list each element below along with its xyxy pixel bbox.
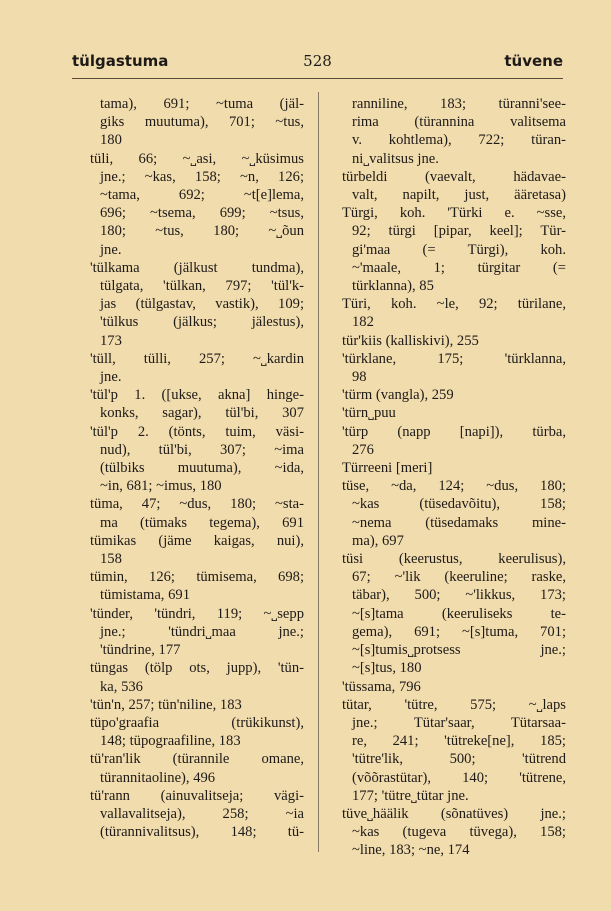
entry-line: 158 (100, 551, 122, 568)
entry-line: tüma, 47; ~dus, 180; ~sta- (90, 496, 304, 513)
entry-line: ~kas (tugeva tüvega), 158; (352, 824, 566, 841)
entry-line: rima (türannina valitsema (352, 114, 566, 131)
entry-line: 173 (100, 332, 122, 349)
entry-line: tüpo'graafia (trükikunst), (90, 714, 304, 731)
entry-line: tütar, 'tütre, 575; ~˽laps (342, 696, 566, 713)
left-column (90, 95, 304, 841)
entry-line: re, 241; 'tütreke[ne], 185; (352, 733, 566, 750)
entry-line: konks, sagar), tül'bi, 307 (100, 405, 304, 422)
header-rule (72, 78, 563, 79)
right-running-headword: tüvene (504, 52, 563, 70)
entry-line: türklanna), 85 (352, 278, 434, 295)
entry-line: 'türklane, 175; 'türklanna, (342, 350, 566, 367)
entry-line: tüse, ~da, 124; ~dus, 180; (342, 478, 566, 495)
entry-line: tama), 691; ~tuma (jäl- (100, 96, 304, 112)
entry-line: jne. (100, 369, 122, 386)
entry-line: 'tülkus (jälkus; jälestus), (100, 314, 304, 331)
entry-line: nud), tül'bi, 307; ~ima (100, 441, 304, 458)
entry-line: türannitaoline), 496 (100, 769, 216, 786)
right-column (342, 95, 566, 860)
entry-line: ~line, 183; ~ne, 174 (352, 842, 470, 859)
entry-line: tüli, 66; ~˽asi, ~˽küsimus (90, 150, 304, 167)
entry-line: tür'kiis (kalliskivi), 255 (342, 332, 479, 349)
entry-line: 'tünder, 'tündri, 119; ~˽sepp (90, 605, 304, 622)
page-header (72, 52, 563, 74)
entry-line: 276 (352, 441, 374, 458)
entry-line: jne.; ~kas, 158; ~n, 126; (100, 168, 304, 185)
entry-line: jne.; Tütar'saar, Tütarsaa- (352, 714, 566, 731)
entry-line: tülgata, 'tülkan, 797; 'tül'k- (100, 278, 304, 295)
entry-line: 'türn˽puu (342, 405, 396, 422)
entry-line: Türi, koh. ~le, 92; türilane, (342, 296, 566, 313)
entry-line: tümikas (jäme kaigas, nui), (90, 532, 304, 549)
entry-line: jas (tülgastav, vastik), 109; (100, 296, 304, 313)
entry-line: ka, 536 (100, 678, 143, 695)
entry-line: tümistama, 691 (100, 587, 190, 604)
entry-line: vallavalitseja), 258; ~ia (100, 805, 304, 822)
entry-line: 'tütre'lik, 500; 'tütrend (352, 751, 566, 768)
entry-line: 'tülkama (jälkust tundma), (90, 259, 304, 276)
entry-line: Türreeni [meri] (342, 460, 433, 477)
entry-line: 182 (352, 314, 374, 331)
entry-line: (tülbiks muutuma), ~ida, (100, 460, 304, 477)
entry-line: 98 (352, 369, 367, 386)
entry-line: jne.; 'tündri˽maa jne.; (100, 623, 304, 640)
entry-line: ~kas (tüsedavõitu), 158; (352, 496, 566, 513)
entry-line: türbeldi (vaevalt, hädavae- (342, 168, 566, 185)
entry-line: ni˽valitsus jne. (352, 150, 439, 167)
entry-line: tüve˽häälik (sõnatüves) jne.; (342, 805, 566, 822)
entry-line: Türgi, koh. 'Türki e. ~sse, (342, 205, 566, 222)
entry-line: v. kohtlema), 722; türan- (352, 132, 566, 149)
entry-line: gi'maa (= Türgi), koh. (352, 241, 566, 258)
entry-line: 'türm (vangla), 259 (342, 387, 454, 404)
entry-line: 'tül'p 2. (tönts, tuim, väsi- (90, 423, 304, 440)
entry-line: tümin, 126; tümisema, 698; (90, 569, 304, 586)
left-running-headword: tülgastuma (72, 52, 169, 70)
entry-line: ~tama, 692; ~t[e]lema, (100, 187, 304, 204)
entry-line: ma), 697 (352, 532, 404, 549)
entry-line: tü'ran'lik (türannile omane, (90, 751, 304, 768)
entry-line: 'tül'p 1. ([ukse, akna] hinge- (90, 387, 304, 404)
entry-line: 'tün'n, 257; tün'niline, 183 (90, 696, 242, 713)
entry-line: tüsi (keerustus, keerulisus), (342, 551, 566, 568)
entry-line: gema), 691; ~[s]tuma, 701; (352, 623, 566, 640)
entry-line: 'tüssama, 796 (342, 678, 421, 695)
entry-line: 67; ~'lik (keeruline; raske, (352, 569, 566, 586)
entry-line: tüngas (tölp ots, jupp), 'tün- (90, 660, 304, 677)
entry-line: 'türp (napp [napi]), türba, (342, 423, 566, 440)
entry-line: ~[s]tus, 180 (352, 660, 422, 677)
entry-line: ~in, 681; ~imus, 180 (100, 478, 222, 495)
entry-line: ~'maale, 1; türgitar (= (352, 259, 566, 276)
entry-line: 'tündrine, 177 (100, 642, 181, 659)
entry-line: ma (tümaks tegema), 691 (100, 514, 304, 531)
entry-line: 696; ~tsema, 699; ~tsus, (100, 205, 304, 222)
entry-line: 92; türgi [pipar, keel]; Tür- (352, 223, 566, 240)
entry-line: 180 (100, 132, 122, 149)
entry-line: ~[s]tama (keeruliseks te- (352, 605, 566, 622)
entry-line: valt, napilt, just, ääretasa) (352, 187, 566, 204)
entry-line: ~[s]tumis˽protsess jne.; (352, 642, 566, 659)
entry-line: 177; 'tütre˽tütar jne. (352, 787, 469, 804)
entry-line: 180; ~tus, 180; ~˽õun (100, 223, 304, 240)
entry-line: täbar), 500; ~'likkus, 173; (352, 587, 566, 604)
entry-line: (türannivalitsus), 148; tü- (100, 824, 304, 841)
entry-line: ranniline, 183; türanni'see- (352, 96, 566, 112)
entry-line: giks muutuma), 701; ~tus, (100, 114, 304, 131)
column-divider (318, 92, 319, 852)
entry-line: ~nema (tüsedamaks mine- (352, 514, 566, 531)
entry-line: 148; tüpograafiline, 183 (100, 733, 241, 750)
page-number: 528 (303, 52, 332, 70)
entry-line: jne. (100, 241, 122, 258)
entry-line: (võõrastütar), 140; 'tütrene, (352, 769, 566, 786)
entry-line: tü'rann (ainuvalitseja; vägi- (90, 787, 304, 804)
entry-line: 'tüll, tülli, 257; ~˽kardin (90, 350, 304, 367)
